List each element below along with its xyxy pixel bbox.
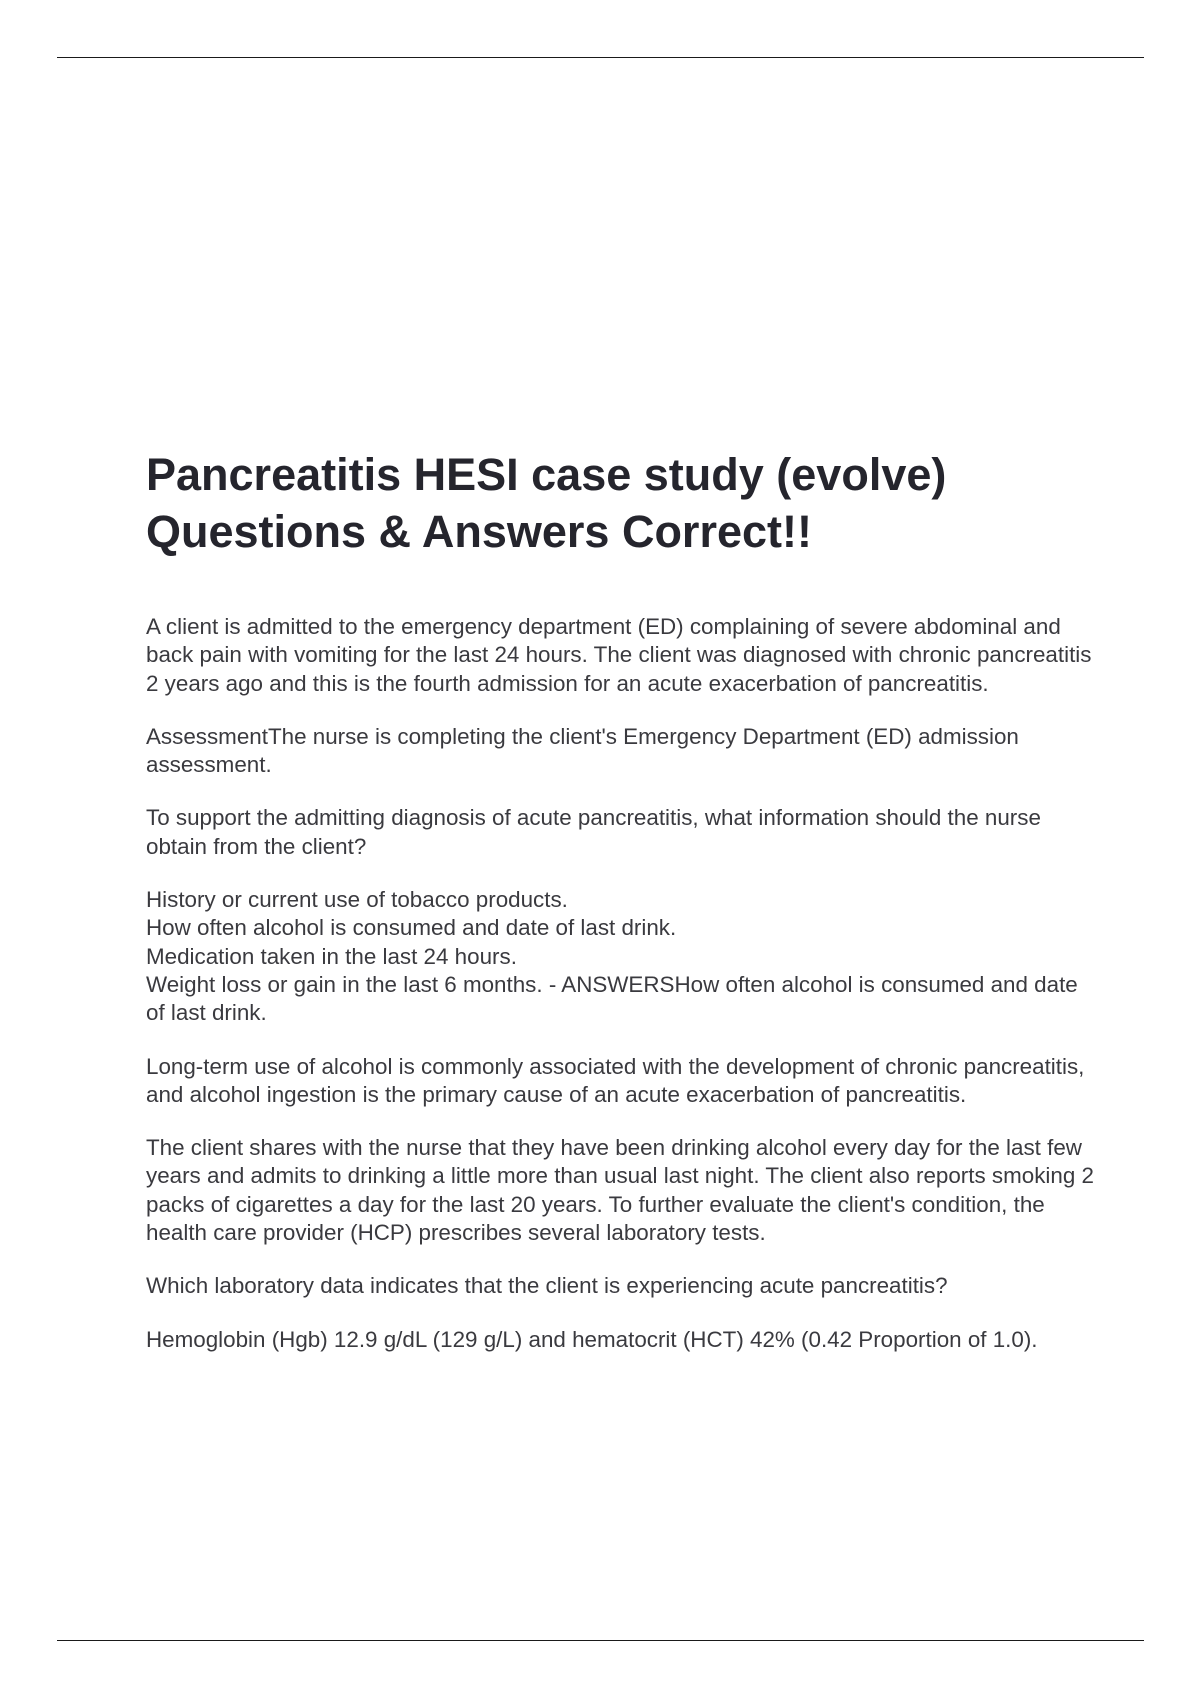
option-1: History or current use of tobacco products. (146, 887, 568, 913)
option-2: How often alcohol is consumed and date of last drink. (146, 915, 677, 941)
question-1-paragraph: To support the admitting diagnosis of acute pancreatitis, what information should the nurse obtain from the client? (146, 805, 1041, 859)
title-line-1: Pancreatitis HESI case study (evolve) (146, 449, 947, 500)
option-4-with-answer: Weight loss or gain in the last 6 months. - ANSWERSHow often alcohol is consumed and date of last drink. (146, 971, 1078, 1026)
option-3: Medication taken in the last 24 hours. (146, 943, 517, 969)
client-history-paragraph: The client shares with the nurse that they have been drinking alcohol every day for the last few years and admits to drinking a little more than usual last night. The client also reports smoking 2 packs of cigarettes a day for the last 20 years. To further evaluate the client's condition, the health care provider (HCP) prescribes several laboratory tests. (146, 1135, 1094, 1246)
document-text (146, 613, 1096, 1354)
bottom-rule (57, 1640, 1144, 1641)
answer-options (146, 886, 1096, 1027)
top-rule (57, 57, 1144, 58)
document-title (146, 446, 1096, 560)
title-line-2: Questions & Answers Correct!! (146, 506, 812, 557)
assessment-paragraph: AssessmentThe nurse is completing the client's Emergency Department (ED) admission assessment. (146, 723, 1019, 778)
case-intro-paragraph: A client is admitted to the emergency department (ED) complaining of severe abdominal and back pain with vomiting for the last 24 hours. The client was diagnosed with chronic pancreatitis 2 years ago and this is the fourth admission for an acute exacerbation of pancreatitis. (146, 614, 1092, 696)
lab-option-paragraph: Hemoglobin (Hgb) 12.9 g/dL (129 g/L) and hematocrit (HCT) 42% (0.42 Proportion of 1.0). (146, 1326, 1038, 1352)
document-body (146, 446, 1096, 1379)
question-2-paragraph: Which laboratory data indicates that the client is experiencing acute pancreatitis? (146, 1273, 948, 1299)
rationale-paragraph: Long-term use of alcohol is commonly associated with the development of chronic pancreatitis, and alcohol ingestion is the primary cause of an acute exacerbation of pancreatitis. (146, 1053, 1085, 1107)
